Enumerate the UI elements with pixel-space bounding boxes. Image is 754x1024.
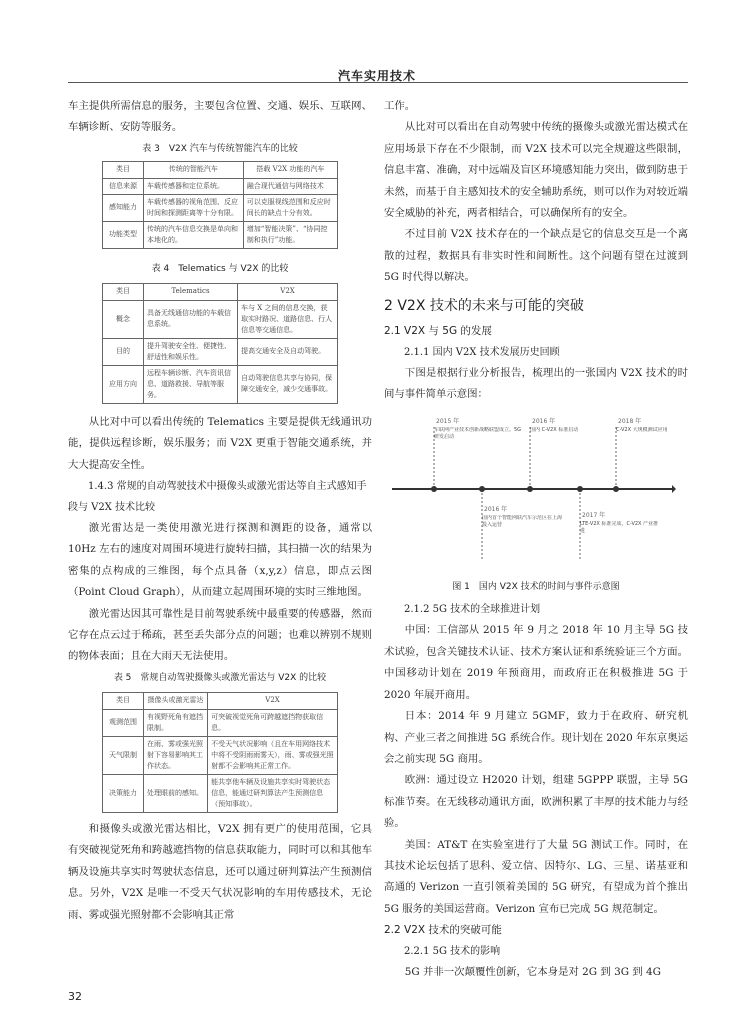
- table-header-cell: 搭载 V2X 功能的汽车: [243, 161, 337, 178]
- timeline-graphic: [384, 411, 676, 573]
- table-header-cell: 类目: [103, 692, 144, 709]
- table-header-cell: V2X: [208, 692, 338, 709]
- table5: [102, 692, 338, 813]
- paragraph: 不过目前 V2X 技术存在的一个缺点是它的信息交互是一个离散的过程，数据具有非实时性和间断性。这个问题有望在过渡到 5G 时代得以解决。: [384, 228, 688, 284]
- table-cell: 可突破视觉死角可跨越遮挡物获取信息。: [208, 709, 338, 736]
- event-text: 国内 C-V2X 标准启动: [530, 427, 579, 434]
- table-cell: 决策能力: [103, 774, 144, 812]
- table3: [102, 161, 338, 249]
- table-cell: 处理眼前的感知。: [144, 774, 208, 812]
- timeline-arrow-icon: [672, 485, 676, 493]
- table-cell: 功能类型: [103, 221, 144, 248]
- left-column: [68, 96, 372, 926]
- table4-caption: 表 4 Telematics 与 V2X 的比较: [151, 263, 289, 274]
- table-cell: 概念: [103, 300, 144, 338]
- table-row: [103, 178, 338, 194]
- table4: [102, 283, 338, 404]
- event-year: 2018 年: [618, 418, 642, 426]
- paragraph: 和摄像头或激光雷达相比，V2X 拥有更广的使用范围，它具有突破视觉死角和跨越遮挡物的信息获取能力，同时可以和其他车辆及设施共享实时驾驶状态信息，还可以通过研判算法产生预测信息。另外，V2X 是唯一不受天气状况影响的车用传感技术，无论雨、雾或强光照射都不会影响其正常: [68, 822, 372, 921]
- table-cell: 信息来源: [103, 178, 144, 194]
- table-row: [103, 736, 338, 774]
- paragraph: 日本：2014 年 9 月建立 5GMF，致力于在政府、研究机构、产业三者之间推进 5G 系统合作。现计划在 2020 年东京奥运会之前实现 5G 商用。: [384, 710, 688, 765]
- table-row: [103, 365, 338, 403]
- table-cell: 可以克服视线范围和反应时间长的缺点十分有效。: [243, 194, 337, 221]
- intro-paragraph: 车主提供所需信息的服务，主要包含位置、交通、娱乐、互联网、车辆诊断、安防等服务。: [68, 100, 372, 134]
- paragraph: 激光雷达因其可靠性是目前驾驶系统中最重要的传感器，然而它存在点云过于稀疏，甚至丢失部分点的问题；也难以辨别不规则的物体表面；且在大雨天无法使用。: [68, 607, 372, 663]
- table-row: [103, 774, 338, 812]
- table-cell: 应用方向: [103, 365, 144, 403]
- paragraph: 5G 并非一次颠覆性创新，它本身是对 2G 到 3G 到 4G: [404, 966, 661, 979]
- timeline-event-bottom: [479, 486, 566, 565]
- section-heading-2-1: 2.1 V2X 与 5G 的发展: [384, 324, 492, 337]
- paragraph: 中国：工信部从 2015 年 9 月之 2018 年 10 月主导 5G 技术试验，包含关键技术认证、技术方案认证和系统验证三个方面。中国移动计划在 2019 年预商用，而政府正在积极推进 5G 于 2020 年展开商用。: [384, 624, 688, 701]
- table-cell: 观测范围: [103, 709, 144, 736]
- table-header-cell: V2X: [238, 283, 338, 300]
- paragraph: 欧洲：通过设立 H2020 计划，组建 5GPPP 联盟，主导 5G 标准节奏。在无线移动通讯方面，欧洲积累了丰厚的技术能力与经验。: [384, 774, 688, 830]
- table-row: [103, 338, 338, 365]
- table-header-cell: 类目: [103, 161, 144, 178]
- header-rule: [68, 82, 688, 83]
- table-cell: 远程车辆诊断、汽车资讯信息、道路救援、导航等服务。: [144, 365, 238, 403]
- event-year: 2015 年: [436, 418, 460, 426]
- table-header-cell: 摄像头或激光雷达: [144, 692, 208, 709]
- page-number: 32: [68, 990, 82, 1003]
- section-heading-2: 2 V2X 技术的未来与可能的突破: [384, 297, 584, 314]
- event-year: 2016 年: [484, 506, 508, 514]
- table-cell: 车载传感器的视角范围、反应时间和探测距离等十分有限。: [144, 194, 244, 221]
- event-text: C-V2X 大规模测试应用: [616, 427, 668, 434]
- table-cell: 车与 X 之间的信息交换，获取实时路况、道路信息、行人信息等交通信息。: [238, 300, 338, 338]
- event-text: 车联网产业技术创新战略联盟成立。5G 研发启动: [434, 427, 522, 441]
- timeline-event-top: [613, 417, 674, 492]
- figure1-caption: 图 1 国内 V2X 技术的时间与事件示意图: [452, 582, 620, 593]
- timeline-event-bottom: [577, 486, 660, 567]
- table-cell: 车载传感器和定位系统。: [144, 178, 244, 194]
- event-year: 2017 年: [582, 512, 606, 520]
- paragraph: 从比对可以看出在自动驾驶中传统的摄像头或激光雷达模式在应用场景下存在不少限制，而 V2X 技术可以完全规避这些限制，信息丰富、准确，对中远端及盲区环境感知能力突出，做到防患于未然，而基于自主感知技术的安全辅助系统，则可以作为对较近端安全威胁的补充，两者相结合，可以确保所有的安全。: [384, 121, 688, 220]
- table-row: [103, 221, 338, 248]
- table-cell: 在雨、雾或强光照射下容易影响其工作状态。: [144, 736, 208, 774]
- subsection-heading-1-4-3: 1.4.3 常规的自动驾驶技术中摄像头或激光雷达等自主式感知手段与 V2X 技术比较: [68, 481, 367, 514]
- subsection-heading-2-2-1: 2.2.1 5G 技术的影响: [404, 946, 501, 958]
- table-cell: 融合现代通信与网络技术: [243, 178, 337, 194]
- table-row: [103, 709, 338, 736]
- timeline-figure: [384, 411, 676, 573]
- table-cell: 天气限制: [103, 736, 144, 774]
- table3-caption: 表 3 V2X 汽车与传统智能汽车的比较: [142, 143, 298, 154]
- table-cell: 有视野死角有遮挡限制。: [144, 709, 208, 736]
- table-cell: 传统的汽车信息交换是单向和本地化的。: [144, 221, 244, 248]
- right-column: [384, 96, 688, 984]
- table-cell: 提高交通安全及自动驾驶。: [238, 338, 338, 365]
- table5-caption: 表 5 常规自动驾驶摄像头或激光雷达与 V2X 的比较: [113, 672, 327, 683]
- table-cell: 目的: [103, 338, 144, 365]
- paragraph: 下图是根据行业分析报告，梳理出的一张国内 V2X 技术的时间与事件简单示意图：: [384, 366, 688, 401]
- timeline-event-top: [431, 417, 526, 492]
- event-year: 2016 年: [532, 418, 556, 426]
- table-header-row: [103, 161, 338, 178]
- table-header-row: [103, 283, 338, 300]
- event-text: 国内首个智能网联汽车示范区在上海投入运营: [482, 515, 563, 529]
- table-cell: 提升驾驶安全性、便捷性、舒适性和娱乐性。: [144, 338, 238, 365]
- paragraph: 激光雷达是一类使用激光进行探测和测距的设备，通常以 10Hz 左右的速度对周围环境进行旋转扫描，其扫描一次的结果为密集的点构成的三维图，每个点具备（x,y,z）信息，即点云图（Point Cloud Graph），从而建立起周围环境的实时三维地图。: [68, 522, 372, 599]
- subsection-heading-2-1-1: 2.1.1 国内 V2X 技术发展历史回顾: [404, 346, 560, 358]
- table-cell: 能共享他车辆及设施共享实时驾驶状态信息，能通过研判算法产生预测信息（预知事故）。: [208, 774, 338, 812]
- table-cell: 自动驾驶信息共享与协同，保障交通安全，减少交通事故。: [238, 365, 338, 403]
- table-header-cell: Telematics: [144, 283, 238, 300]
- table-row: [103, 194, 338, 221]
- paragraph: 从比对中可以看出传统的 Telematics 主要是提供无线通讯功能，提供远程诊断，娱乐服务；而 V2X 更重于智能交通系统，并大大提高安全性。: [68, 415, 372, 471]
- table-cell: 感知能力: [103, 194, 144, 221]
- table-header-cell: 传统的智能汽车: [144, 161, 244, 178]
- journal-header: 汽车实用技术: [337, 69, 416, 83]
- event-text: LTE-V2X 标准完成，C-V2X 产业推进: [580, 521, 659, 535]
- table-row: [103, 300, 338, 338]
- table-header-cell: 类目: [103, 283, 144, 300]
- paragraph: 美国：AT&T 在实验室进行了大量 5G 测试工作。同时，在其技术论坛包括了思科、爱立信、因特尔、LG、三星、诺基亚和高通的 Verizon 一直引领着美国的 5G 研究，有望成为首个推出 5G 服务的美国运营商。Verizon 宣布已完成 5G 规范制定。: [384, 838, 688, 915]
- table-header-row: [103, 692, 338, 709]
- subsection-heading-2-1-2: 2.1.2 5G 技术的全球推进计划: [404, 604, 541, 616]
- timeline-event-top: [527, 417, 610, 492]
- table-cell: 增加“智能决策”、“协同控制和执行”功能。: [243, 221, 337, 248]
- section-heading-2-2: 2.2 V2X 技术的突破可能: [384, 924, 502, 937]
- paragraph-continuation: 工作。: [384, 100, 416, 112]
- table-cell: 具备无线通信功能的车载信息系统。: [144, 300, 238, 338]
- table-cell: 不受天气状况影响（且在车用网络技术中将不受阴雨雨雾天），雨、雾或强光照射都不会影响其正常工作。: [208, 736, 338, 774]
